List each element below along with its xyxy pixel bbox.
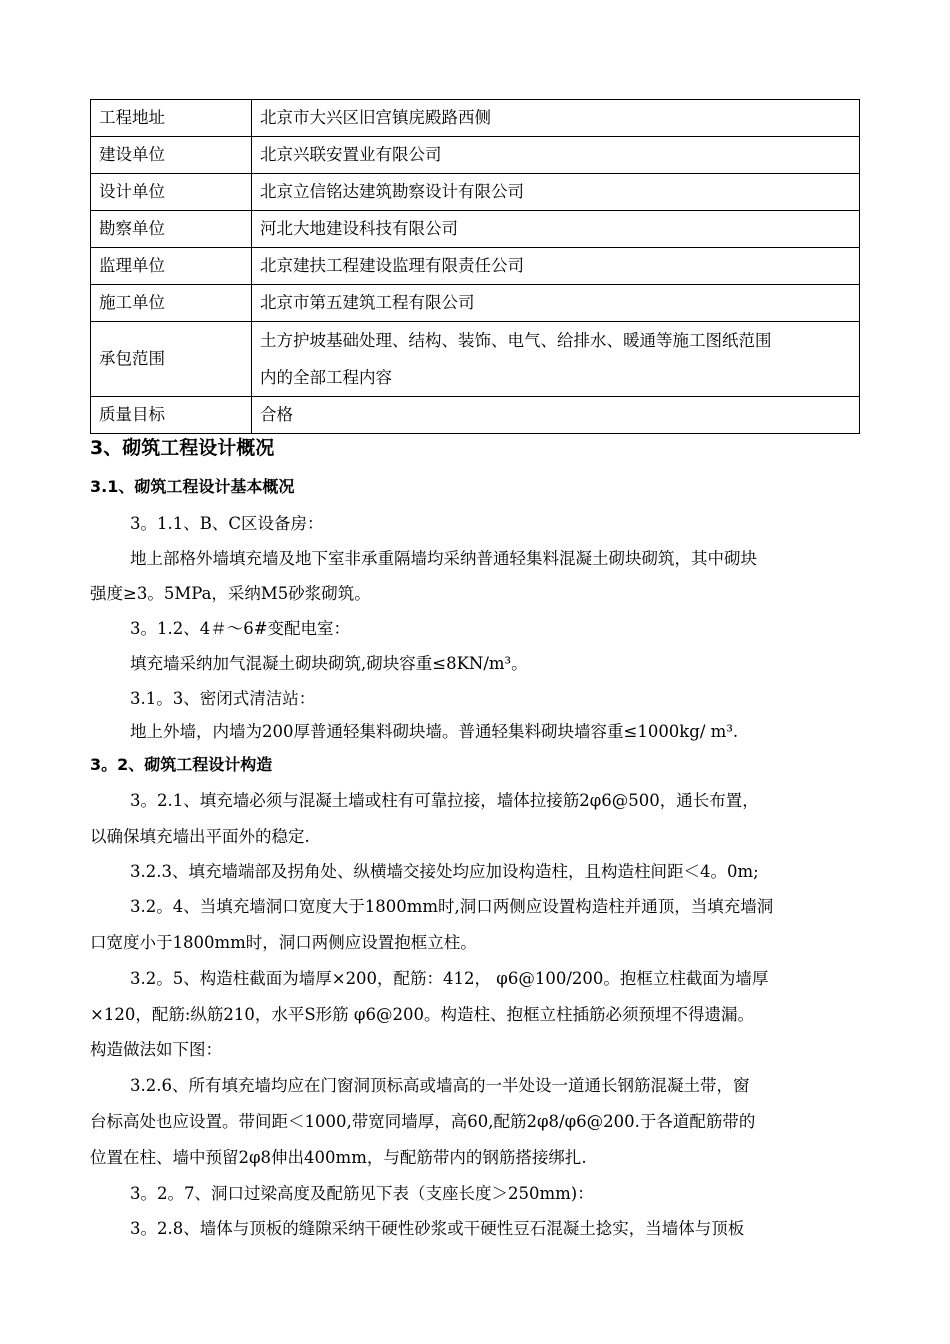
row-label: 建设单位 [91,137,252,174]
row-value: 北京兴联安置业有限公司 [252,137,860,174]
paragraph-line: 填充墙采纳加气混凝土砌块砌筑,砌块容重≤8KN/m³。 [130,654,528,673]
paragraph-line: 位置在柱、墙中预留2φ8伸出400mm，与配筋带内的钢筋搭接绑扎. [90,1148,587,1167]
row-value-line: 内的全部工程内容 [260,368,392,387]
paragraph-line: 3.2.6、所有填充墙均应在门窗洞顶标高或墙高的一半处设一道通长钢筋混凝土带，窗 [130,1076,750,1095]
table-row [91,397,860,434]
row-label: 监理单位 [91,248,252,285]
row-label: 工程地址 [91,100,252,137]
subsection-title: 3。2、砌筑工程设计构造 [90,755,273,774]
paragraph-line: 地上部格外墙填充墙及地下室非承重隔墙均采纳普通轻集料混凝土砌块砌筑，其中砌块 [130,549,757,568]
paragraph-line: 3。2。7、洞口过梁高度及配筋见下表（支座长度＞250mm)： [130,1184,594,1203]
row-label: 承包范围 [91,322,252,397]
table-row [91,137,860,174]
paragraph-line: 3。2.8、墙体与顶板的缝隙采纳干硬性砂浆或干硬性豆石混凝土捻实，当墙体与顶板 [130,1219,745,1238]
row-value: 北京市大兴区旧宫镇庑殿路西侧 [252,100,860,137]
paragraph-line: 构造做法如下图： [90,1040,222,1059]
paragraph-line: 强度≥3。5MPa，采纳M5砂浆砌筑。 [90,584,371,603]
table-row [91,211,860,248]
paragraph-line: 以确保填充墙出平面外的稳定. [90,827,310,846]
paragraph-line: 3。1.2、4＃～6#变配电室： [130,619,351,638]
row-label: 勘察单位 [91,211,252,248]
section-heading: 3、砌筑工程设计概况 [90,437,275,459]
row-label: 质量目标 [91,397,252,434]
paragraph-line: 口宽度小于1800mm时，洞口两侧应设置抱框立柱。 [90,933,477,952]
row-value-line: 土方护坡基础处理、结构、装饰、电气、给排水、暖通等施工图纸范围 [260,331,772,350]
paragraph-line: 3.1。3、密闭式清洁站： [130,689,316,708]
paragraph-line: ×120，配筋:纵筋210，水平S形筋 φ6@200。构造柱、抱框立柱插筋必须预埋不得遗漏。 [90,1005,754,1024]
paragraph-line: 地上外墙，内墙为200厚普通轻集料砌块墙。普通轻集料砌块墙容重≤1000kg/ m³. [130,722,739,741]
paragraph-line: 3。1.1、B、C区设备房： [130,514,324,533]
row-label: 施工单位 [91,285,252,322]
table-row [91,322,860,397]
row-label: 设计单位 [91,174,252,211]
row-value: 合格 [252,397,860,434]
table-row [91,100,860,137]
row-value: 河北大地建设科技有限公司 [252,211,860,248]
project-info-table [90,99,860,434]
paragraph-line: 3.2.3、填充墙端部及拐角处、纵横墙交接处均应加设构造柱，且构造柱间距＜4。0m; [130,862,759,881]
row-value: 北京立信铭达建筑勘察设计有限公司 [252,174,860,211]
paragraph-line: 台标高处也应设置。带间距＜1000,带宽同墙厚，高60,配筋2φ8/φ6@200.于各道配筋带的 [90,1112,756,1131]
paragraph-line: 3.2。4、当填充墙洞口宽度大于1800mm时,洞口两侧应设置构造柱并通顶，当填充墙洞 [130,897,774,916]
subsection-title: 3.1、砌筑工程设计基本概况 [90,477,295,496]
row-value [252,322,860,397]
table-row [91,248,860,285]
row-value: 北京建扶工程建设监理有限责任公司 [252,248,860,285]
table-row [91,285,860,322]
table-row [91,174,860,211]
row-value: 北京市第五建筑工程有限公司 [252,285,860,322]
paragraph-line: 3。2.1、填充墙必须与混凝土墙或柱有可靠拉接，墙体拉接筋2φ6@500，通长布置， [130,791,759,810]
paragraph-line: 3.2。5、构造柱截面为墙厚×200，配筋：412， φ6@100/200。抱框立柱截面为墙厚 [130,969,769,988]
